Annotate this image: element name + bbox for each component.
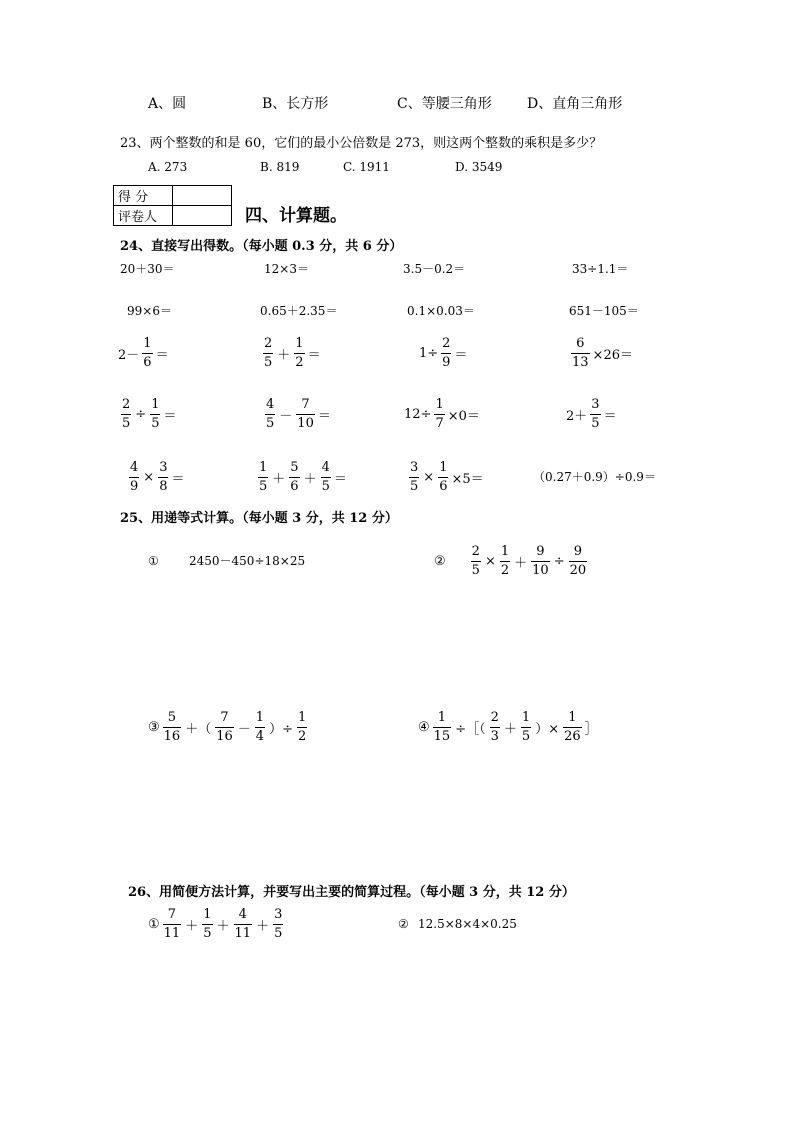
denominator: 8 bbox=[159, 478, 168, 494]
numerator: 1 bbox=[143, 335, 152, 351]
numerator: 4 bbox=[321, 459, 330, 475]
q24-item bbox=[406, 457, 484, 497]
q24-item: 33÷1.1＝ bbox=[572, 262, 629, 276]
fraction bbox=[531, 544, 550, 578]
denominator: 10 bbox=[532, 562, 549, 578]
q22-option-d: D、直角三角形 bbox=[527, 96, 623, 112]
math-symbol: ＋ bbox=[216, 918, 230, 934]
math-symbol: ÷ bbox=[553, 553, 565, 569]
numerator: 2 bbox=[264, 335, 273, 351]
denominator: 5 bbox=[151, 415, 160, 431]
q22-option-b: B、长方形 bbox=[262, 96, 329, 112]
numerator: 1 bbox=[439, 459, 448, 475]
fraction bbox=[569, 544, 588, 578]
fraction bbox=[321, 460, 331, 494]
denominator: 5 bbox=[471, 562, 480, 578]
numerator: 3 bbox=[591, 396, 600, 412]
denominator: 2 bbox=[297, 728, 307, 744]
numerator: 4 bbox=[238, 906, 247, 922]
q23-option-b: B. 819 bbox=[260, 160, 300, 174]
fraction bbox=[294, 336, 304, 370]
q24-item: （0.27＋0.9）÷0.9＝ bbox=[533, 470, 656, 484]
q24-item: 0.1×0.03＝ bbox=[407, 304, 475, 318]
q24-item: 0.65＋2.35＝ bbox=[260, 304, 338, 318]
fraction bbox=[490, 710, 500, 744]
numerator: 1 bbox=[151, 396, 160, 412]
q25-expression-4 bbox=[418, 707, 598, 747]
numerator: 2 bbox=[490, 709, 499, 725]
fraction bbox=[590, 397, 600, 431]
numerator: 7 bbox=[167, 906, 177, 922]
q26-title: 26、用简便方法计算，并要写出主要的简算过程。（每小题 3 分，共 12 分） bbox=[128, 885, 575, 900]
numerator: 4 bbox=[266, 396, 275, 412]
q23-option-a: A. 273 bbox=[148, 160, 188, 174]
math-symbol: ×26＝ bbox=[592, 347, 633, 363]
q25-title: 25、用递等式计算。（每小题 3 分，共 12 分） bbox=[120, 511, 398, 526]
q25-expression-3 bbox=[148, 707, 310, 747]
math-symbol: × bbox=[484, 553, 496, 569]
numerator: 1 bbox=[435, 396, 444, 412]
math-symbol: ）× bbox=[535, 721, 560, 737]
fraction bbox=[563, 710, 582, 744]
denominator: 6 bbox=[439, 478, 448, 494]
fraction bbox=[265, 397, 275, 431]
math-symbol: ×5＝ bbox=[451, 471, 484, 487]
fraction bbox=[258, 460, 268, 494]
fraction bbox=[471, 544, 481, 578]
q24-item bbox=[255, 457, 347, 497]
math-symbol: ）÷ bbox=[269, 721, 293, 737]
math-symbol: ＝ bbox=[603, 408, 617, 424]
denominator: 2 bbox=[500, 562, 510, 578]
q24-title: 24、直接写出得数。（每小题 0.3 分，共 6 分） bbox=[120, 239, 403, 254]
grader-cell[interactable] bbox=[173, 206, 232, 226]
math-symbol: ＝ bbox=[163, 408, 177, 424]
numerator: 1 bbox=[568, 709, 577, 725]
grader-label: 评卷人 bbox=[114, 206, 173, 226]
math-symbol: ＝ bbox=[454, 347, 468, 363]
denominator: 5 bbox=[410, 478, 419, 494]
fraction bbox=[441, 336, 451, 370]
math-symbol: 2－ bbox=[118, 347, 140, 363]
math-symbol: × bbox=[423, 469, 435, 485]
math-symbol: ＝ bbox=[317, 408, 331, 424]
q23-option-c: C. 1911 bbox=[343, 160, 390, 174]
math-symbol: ÷［（ bbox=[455, 721, 486, 737]
fraction bbox=[150, 397, 160, 431]
math-symbol: ① bbox=[148, 916, 160, 932]
math-symbol: 12÷ bbox=[404, 406, 432, 422]
math-symbol: － bbox=[279, 408, 293, 424]
denominator: 13 bbox=[572, 354, 589, 370]
math-symbol: ② bbox=[434, 553, 446, 569]
numerator: 1 bbox=[295, 335, 304, 351]
fraction bbox=[202, 907, 212, 941]
fraction bbox=[297, 710, 307, 744]
fraction bbox=[500, 544, 510, 578]
section-title: 四、计算题。 bbox=[245, 206, 347, 226]
fraction bbox=[121, 397, 131, 431]
q24-item bbox=[118, 394, 176, 434]
q24-item bbox=[404, 394, 480, 434]
denominator: 20 bbox=[569, 562, 587, 578]
q25-mark-1: ① bbox=[148, 554, 159, 568]
q24-item bbox=[118, 333, 169, 373]
denominator: 5 bbox=[203, 925, 212, 941]
numerator: 2 bbox=[471, 543, 480, 559]
fraction bbox=[289, 460, 299, 494]
math-symbol: － bbox=[237, 721, 251, 737]
math-symbol: ＝ bbox=[155, 347, 169, 363]
denominator: 16 bbox=[216, 728, 233, 744]
q25-expression-1: 2450－450÷18×25 bbox=[189, 554, 306, 568]
denominator: 6 bbox=[143, 354, 152, 370]
numerator: 3 bbox=[410, 459, 419, 475]
numerator: 5 bbox=[167, 709, 177, 725]
math-symbol: ＋ bbox=[185, 918, 199, 934]
denominator: 5 bbox=[266, 415, 275, 431]
denominator: 9 bbox=[130, 478, 139, 494]
denominator: 9 bbox=[442, 354, 451, 370]
numerator: 3 bbox=[274, 906, 283, 922]
math-symbol: × bbox=[143, 469, 155, 485]
denominator: 5 bbox=[264, 354, 273, 370]
q24-item: 651－105＝ bbox=[569, 304, 639, 318]
q26-expression-1 bbox=[148, 904, 286, 944]
numerator: 6 bbox=[576, 335, 585, 351]
q24-item: 12×3＝ bbox=[264, 262, 309, 276]
math-symbol: ＋ bbox=[503, 721, 517, 737]
denominator: 5 bbox=[321, 478, 330, 494]
fraction bbox=[129, 460, 139, 494]
math-symbol: ＋ bbox=[303, 471, 317, 487]
denominator: 6 bbox=[290, 478, 299, 494]
math-symbol: 1÷ bbox=[419, 345, 439, 361]
q24-item: 99×6＝ bbox=[127, 304, 172, 318]
numerator: 1 bbox=[500, 543, 510, 559]
numerator: 2 bbox=[442, 335, 451, 351]
denominator: 3 bbox=[490, 728, 499, 744]
numerator: 1 bbox=[203, 906, 212, 922]
numerator: 9 bbox=[536, 543, 545, 559]
fraction bbox=[273, 907, 283, 941]
denominator: 16 bbox=[163, 728, 181, 744]
fraction bbox=[158, 460, 168, 494]
numerator: 1 bbox=[255, 709, 265, 725]
score-table bbox=[113, 185, 232, 226]
denominator: 5 bbox=[521, 728, 531, 744]
fraction bbox=[571, 336, 590, 370]
numerator: 1 bbox=[521, 709, 531, 725]
numerator: 7 bbox=[220, 709, 229, 725]
q23-question: 23、两个整数的和是 60，它们的最小公倍数是 273，则这两个整数的乘积是多少？ bbox=[120, 136, 603, 151]
denominator: 5 bbox=[274, 925, 283, 941]
q24-item bbox=[419, 333, 467, 373]
q26-mark-2: ② bbox=[398, 917, 409, 931]
math-symbol: ＝ bbox=[307, 347, 321, 363]
math-symbol: ＋ bbox=[256, 918, 270, 934]
fraction bbox=[234, 907, 253, 941]
numerator: 5 bbox=[290, 459, 299, 475]
math-symbol: ＋ bbox=[514, 555, 528, 571]
q26-expression-2: 12.5×8×4×0.25 bbox=[418, 917, 517, 931]
q25-expression-2 bbox=[434, 541, 590, 581]
q24-item bbox=[566, 394, 617, 434]
math-symbol: ③ bbox=[148, 719, 160, 735]
denominator: 11 bbox=[163, 925, 181, 941]
math-symbol: ×0＝ bbox=[447, 408, 480, 424]
denominator: 26 bbox=[564, 728, 581, 744]
fraction bbox=[255, 710, 265, 744]
fraction bbox=[409, 460, 419, 494]
math-symbol: ＋（ bbox=[185, 721, 212, 737]
numerator: 1 bbox=[437, 709, 447, 725]
denominator: 5 bbox=[122, 415, 131, 431]
fraction bbox=[163, 907, 182, 941]
fraction bbox=[434, 397, 444, 431]
denominator: 2 bbox=[295, 354, 304, 370]
numerator: 9 bbox=[573, 543, 582, 559]
score-label: 得 分 bbox=[114, 186, 173, 206]
denominator: 5 bbox=[259, 478, 268, 494]
math-symbol: ＝ bbox=[333, 471, 347, 487]
q24-item bbox=[126, 457, 184, 497]
q24-item bbox=[568, 333, 633, 373]
denominator: 5 bbox=[591, 415, 600, 431]
fraction bbox=[215, 710, 234, 744]
q24-item: 20＋30＝ bbox=[120, 262, 175, 276]
score-cell[interactable] bbox=[173, 186, 232, 206]
denominator: 4 bbox=[255, 728, 265, 744]
q24-item bbox=[262, 394, 331, 434]
q22-option-a: A、圆 bbox=[148, 96, 187, 112]
numerator: 4 bbox=[130, 459, 139, 475]
denominator: 11 bbox=[234, 925, 252, 941]
numerator: 2 bbox=[122, 396, 131, 412]
numerator: 1 bbox=[297, 709, 307, 725]
math-symbol: 2＋ bbox=[566, 408, 588, 424]
math-symbol: ＋ bbox=[277, 347, 291, 363]
fraction bbox=[296, 397, 315, 431]
fraction bbox=[263, 336, 273, 370]
denominator: 10 bbox=[297, 415, 314, 431]
fraction bbox=[433, 710, 452, 744]
fraction bbox=[163, 710, 182, 744]
q24-item bbox=[260, 333, 321, 373]
q22-option-c: C、等腰三角形 bbox=[397, 96, 492, 112]
q24-item: 3.5－0.2＝ bbox=[403, 262, 466, 276]
fraction bbox=[438, 460, 448, 494]
math-symbol: ④ bbox=[418, 719, 430, 735]
numerator: 7 bbox=[301, 396, 310, 412]
denominator: 15 bbox=[433, 728, 451, 744]
math-symbol: ＝ bbox=[171, 471, 185, 487]
math-symbol: ］ bbox=[584, 721, 598, 737]
fraction bbox=[142, 336, 152, 370]
fraction bbox=[521, 710, 531, 744]
numerator: 1 bbox=[259, 459, 268, 475]
q23-option-d: D. 3549 bbox=[455, 160, 503, 174]
numerator: 3 bbox=[159, 459, 168, 475]
math-symbol: ＋ bbox=[272, 471, 286, 487]
math-symbol: ÷ bbox=[135, 406, 147, 422]
denominator: 7 bbox=[435, 415, 444, 431]
